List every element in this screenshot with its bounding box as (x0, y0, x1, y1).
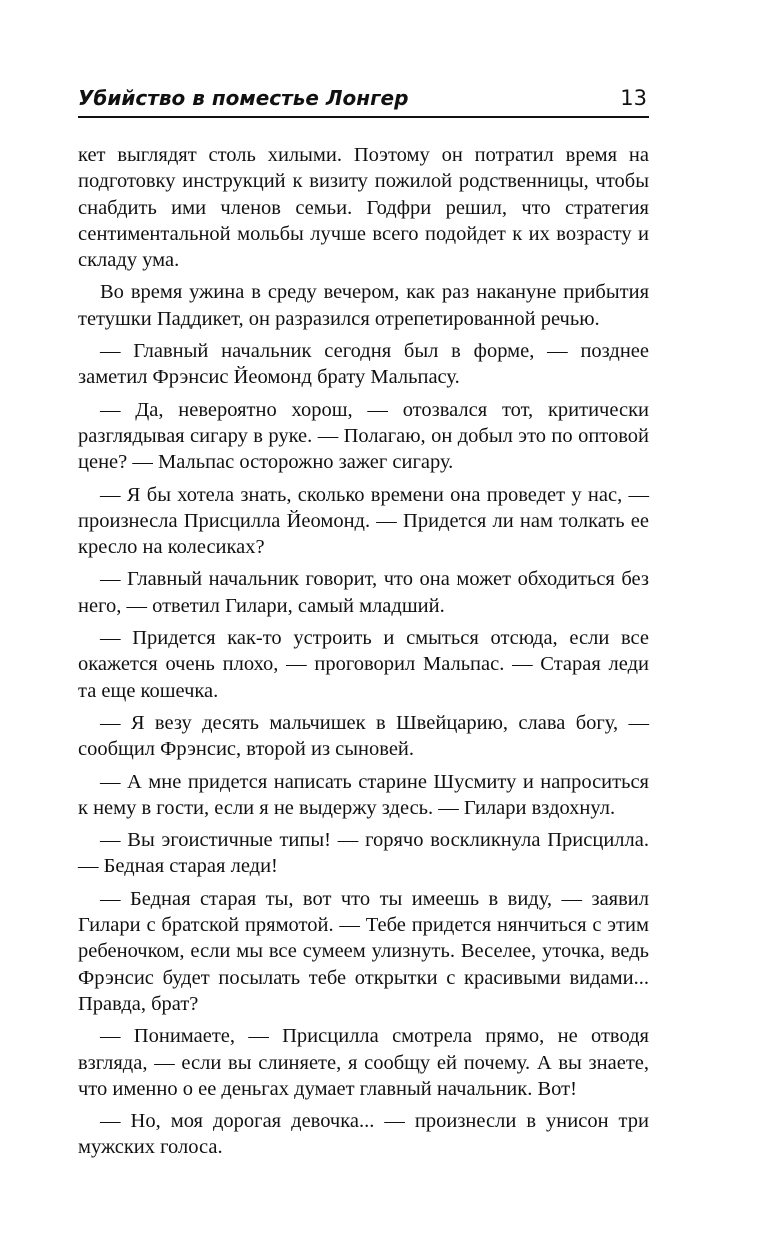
dialogue-line: — Но, моя дорогая девочка... — произнесли в унисон три мужских голоса. (78, 1110, 649, 1159)
dialogue-line: — А мне придется написать старине Шусмиту и напроситься к нему в гости, если я не выдержу здесь. — Гилари вздохнул. (78, 770, 649, 819)
dialogue-line: — Придется как-то устроить и смыться отсюда, если все окажется очень плохо, — проговорил Мальпас. — Старая леди та еще кошечка. (78, 627, 649, 702)
running-header (78, 82, 649, 118)
dialogue-line: — Да, невероятно хорош, — отозвался тот, критически разглядывая сигару в руке. — Полагаю, он добыл это по оптовой цене? — Мальпас осторожно зажег сигару. (78, 398, 649, 474)
paragraph: Во время ужина в среду вечером, как раз накануне прибытия тетушки Паддикет, он разразился отрепетированной речью. (78, 281, 649, 330)
page-number: 13 (620, 86, 647, 110)
book-title: Убийство в поместье Лонгер (78, 86, 409, 110)
dialogue-line: — Вы эгоистичные типы! — горячо воскликнула Присцилла. — Бедная старая леди! (78, 829, 649, 878)
dialogue-line: — Бедная старая ты, вот что ты имеешь в виду, — заявил Гилари с братской прямотой. — Тебе придется нянчиться с этим ребеночком, если мы все сумеем улизнуть. Веселее, уточка, ведь Фрэнсис будет посылать тебе открытки с красивыми видами... Правда, брат? (78, 887, 649, 1015)
dialogue-line: — Главный начальник сегодня был в форме, — позднее заметил Фрэнсис Йеомонд брату Мальпасу. (78, 340, 649, 389)
body-text (78, 142, 649, 1167)
paragraph: кет выглядят столь хилыми. Поэтому он потратил время на подготовку инструкций к визиту пожилой родственницы, чтобы снабдить ими членов семьи. Годфри решил, что стратегия сентиментальной мольбы лучше всего подойдет к их возрасту и складу ума. (78, 144, 649, 272)
dialogue-line: — Я везу десять мальчишек в Швейцарию, слава богу, — сообщил Фрэнсис, второй из сыновей. (78, 711, 649, 761)
dialogue-line: — Главный начальник говорит, что она может обходиться без него, — ответил Гилари, самый младший. (78, 568, 649, 617)
dialogue-line: — Я бы хотела знать, сколько времени она проведет у нас, — произнесла Присцилла Йеомонд. — Придется ли нам толкать ее кресло на колесиках? (78, 483, 649, 559)
dialogue-line: — Понимаете, — Присцилла смотрела прямо, не отводя взгляда, — если вы слиняете, я сообщу ей почему. А вы знаете, что именно о ее деньгах думает главный начальник. Вот! (78, 1025, 649, 1100)
